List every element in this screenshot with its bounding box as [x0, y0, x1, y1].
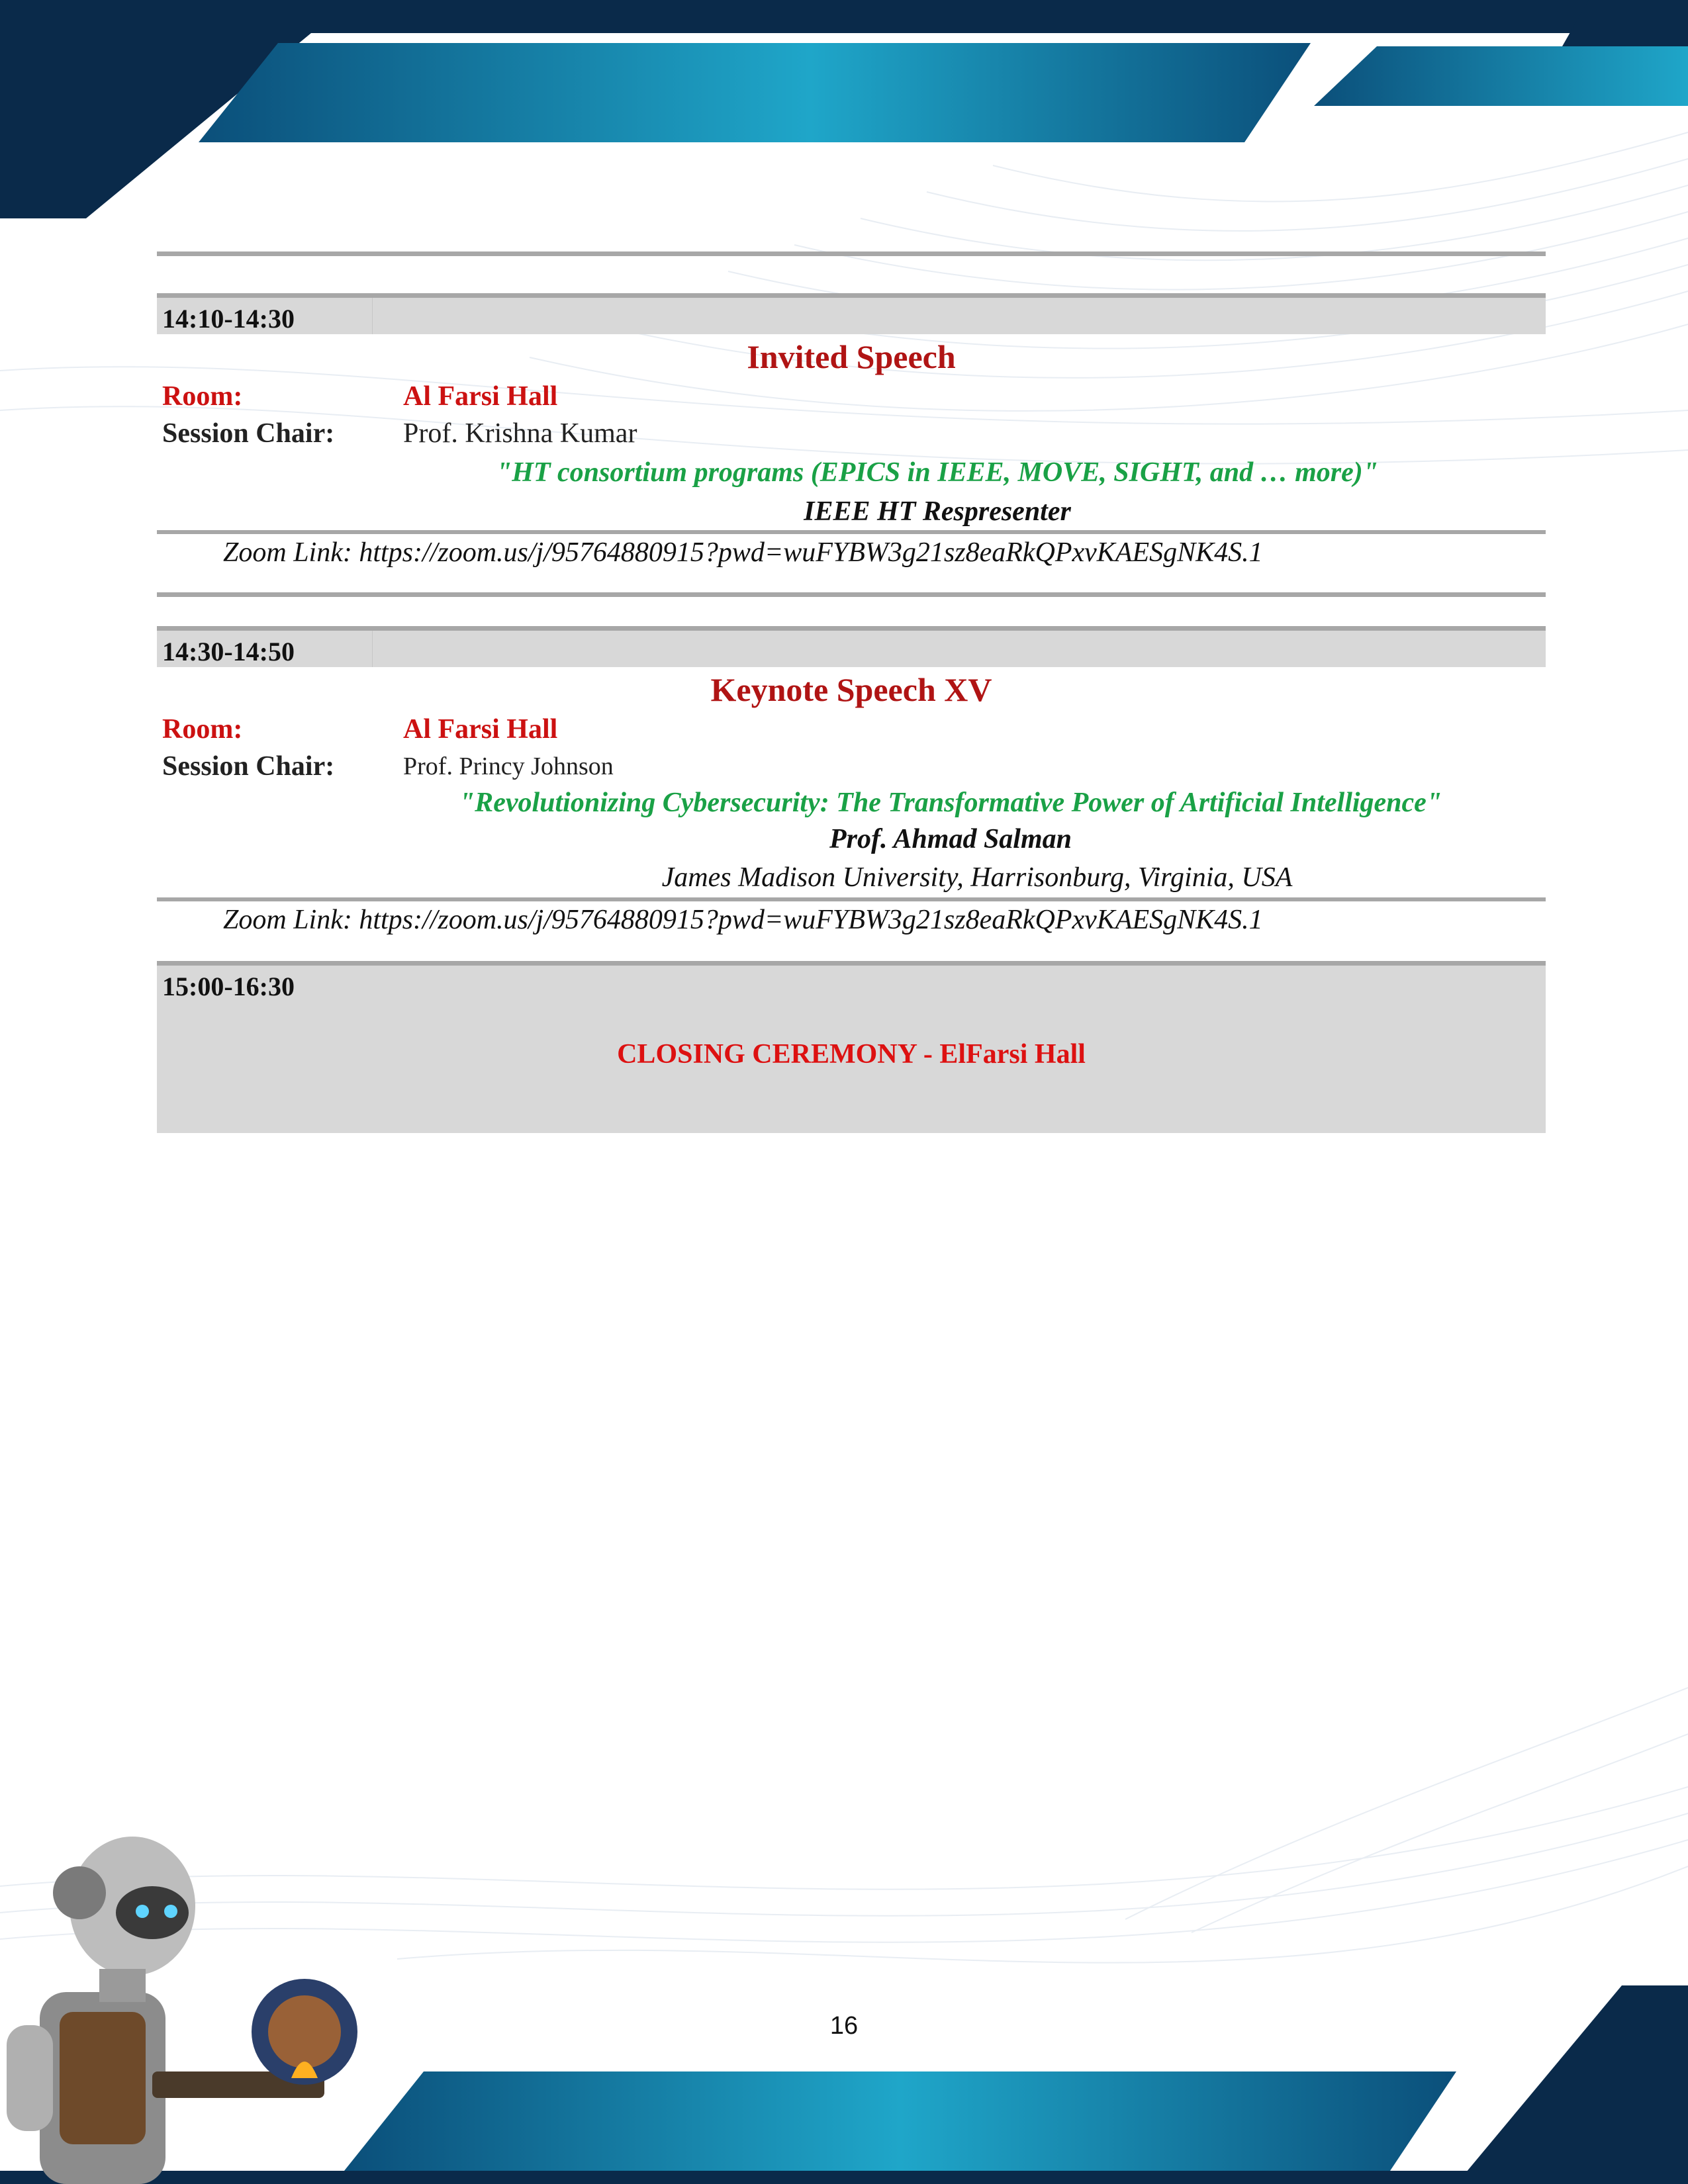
talk-title: "Revolutionizing Cybersecurity: The Transformative Power of Artificial Intelligence" — [459, 788, 1442, 818]
speaker-name: IEEE HT Respresenter — [804, 496, 1071, 527]
zoom-link[interactable]: Zoom Link: https://zoom.us/j/95764880915?pwd=wuFYBW3g21sz8eaRkQPxvKAESgNK4S.1 — [223, 905, 1263, 935]
room-row — [157, 711, 1546, 748]
chair-row — [157, 748, 1546, 785]
top-divider — [157, 251, 1546, 256]
zoom-link[interactable]: Zoom Link: https://zoom.us/j/95764880915?pwd=wuFYBW3g21sz8eaRkQPxvKAESgNK4S.1 — [223, 537, 1263, 568]
room-value: Al Farsi Hall — [403, 381, 558, 412]
section-divider — [157, 592, 1546, 597]
speaker-affiliation: James Madison University, Harrisonburg, Virginia, USA — [661, 862, 1293, 893]
closing-time: 15:00-16:30 — [162, 972, 295, 1001]
talk-title: "HT consortium programs (EPICS in IEEE, MOVE, SIGHT, and … more)" — [496, 457, 1379, 488]
speaker-name: Prof. Ahmad Salman — [829, 824, 1072, 854]
chair-value: Prof. Princy Johnson — [403, 752, 614, 780]
room-row — [157, 378, 1546, 415]
session-time: 14:30-14:50 — [162, 637, 295, 666]
room-value: Al Farsi Hall — [403, 714, 558, 745]
session-time: 14:10-14:30 — [162, 304, 295, 334]
room-label: Room: — [162, 381, 243, 412]
closing-ceremony-label: CLOSING CEREMONY - ElFarsi Hall — [617, 1039, 1086, 1069]
room-label: Room: — [162, 714, 243, 745]
session-title: Keynote Speech XV — [710, 671, 992, 708]
chair-value: Prof. Krishna Kumar — [403, 418, 637, 449]
robot-holding-globe-illustration — [0, 1813, 371, 2184]
chair-label: Session Chair: — [162, 751, 335, 782]
session-time-bar — [157, 626, 1546, 667]
session-title: Invited Speech — [747, 338, 956, 375]
header-banner — [0, 0, 1688, 225]
page-number: 16 — [829, 2012, 859, 2040]
chair-row — [157, 415, 1546, 452]
time-bar-separator — [372, 298, 373, 334]
schedule-content — [157, 251, 1546, 1133]
time-bar-separator — [372, 631, 373, 667]
closing-ceremony-block — [157, 961, 1546, 1133]
chair-label: Session Chair: — [162, 418, 335, 449]
session-time-bar — [157, 293, 1546, 334]
